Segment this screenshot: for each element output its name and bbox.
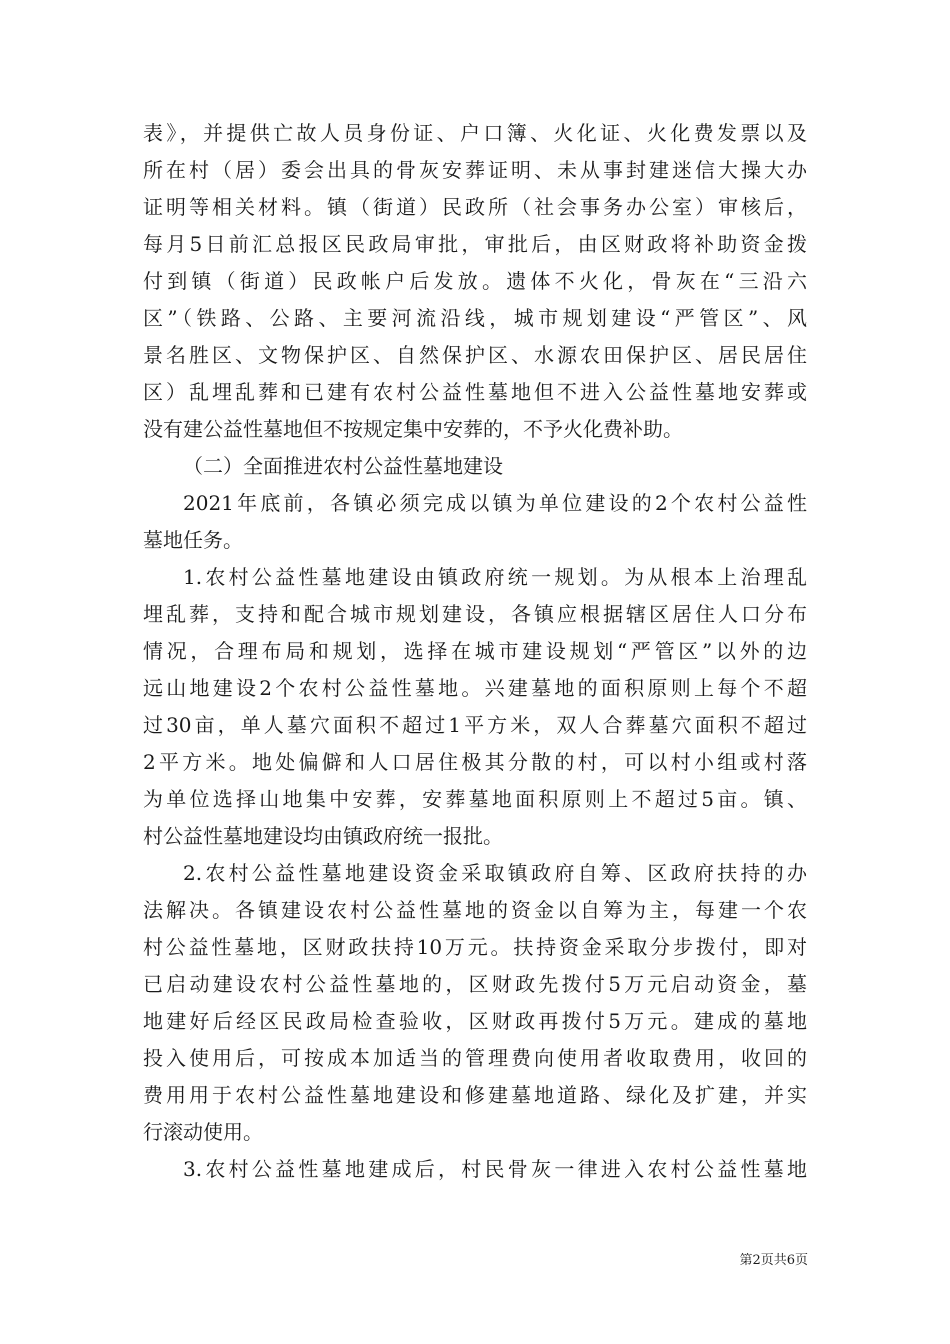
text-line: 情况，合理布局和规划，选择在城市建设规划“严管区”以外的边 (143, 639, 807, 663)
text-line: 景名胜区、文物保护区、自然保护区、水源农田保护区、居民居住 (143, 343, 807, 367)
text-line: 墓地任务。 (143, 528, 243, 552)
text-line: 费用用于农村公益性墓地建设和修建墓地道路、绿化及扩建，并实 (143, 1083, 807, 1107)
text-line: 1.农村公益性墓地建设由镇政府统一规划。为从根本上治理乱 (183, 565, 807, 589)
text-line: 没有建公益性墓地但不按规定集中安葬的，不予火化费补助。 (143, 417, 683, 441)
section-heading-text: （二）全面推进农村公益性墓地建设 (183, 454, 503, 478)
paragraph (143, 1151, 807, 1188)
text-line: 付到镇（街道）民政帐户后发放。遗体不火化，骨灰在“三沿六 (143, 269, 807, 293)
text-line: 过30亩，单人墓穴面积不超过1平方米，双人合葬墓穴面积不超过 (143, 713, 807, 737)
text-line: 区”（铁路、公路、主要河流沿线，城市规划建设“严管区”、风 (143, 306, 807, 330)
text-line: 所在村（居）委会出具的骨灰安葬证明、未从事封建迷信大操大办 (143, 158, 807, 182)
text-line: 埋乱葬，支持和配合城市规划建设，各镇应根据辖区居住人口分布 (143, 602, 807, 626)
text-line: 3.农村公益性墓地建成后，村民骨灰一律进入农村公益性墓地 (183, 1157, 807, 1181)
text-line: 远山地建设2个农村公益性墓地。兴建墓地的面积原则上每个不超 (143, 676, 807, 700)
text-line: 2平方米。地处偏僻和人口居住极其分散的村，可以村小组或村落 (143, 750, 807, 774)
text-line: 村公益性墓地建设均由镇政府统一报批。 (143, 824, 503, 848)
document-body (143, 115, 807, 1188)
paragraph (143, 559, 807, 855)
text-line: 证明等相关材料。镇（街道）民政所（社会事务办公室）审核后， (143, 195, 807, 219)
text-line: 投入使用后，可按成本加适当的管理费向使用者收取费用，收回的 (143, 1046, 807, 1070)
text-line: 表》，并提供亡故人员身份证、户口簿、火化证、火化费发票以及 (143, 121, 807, 145)
text-line: 2.农村公益性墓地建设资金采取镇政府自筹、区政府扶持的办 (183, 861, 807, 885)
paragraph (143, 485, 807, 559)
text-line: 地建好后经区民政局检查验收，区财政再拨付5万元。建成的墓地 (143, 1009, 807, 1033)
text-line: 每月5日前汇总报区民政局审批，审批后，由区财政将补助资金拨 (143, 232, 807, 256)
page-number: 第2页共6页 (739, 1253, 808, 1268)
section-heading (143, 448, 807, 485)
paragraph (143, 115, 807, 448)
text-line: 已启动建设农村公益性墓地的，区财政先拨付5万元启动资金，墓 (143, 972, 807, 996)
text-line: 为单位选择山地集中安葬，安葬墓地面积原则上不超过5亩。镇、 (143, 787, 807, 811)
text-line: 村公益性墓地，区财政扶持10万元。扶持资金采取分步拨付，即对 (143, 935, 807, 959)
text-line: 区）乱埋乱葬和已建有农村公益性墓地但不进入公益性墓地安葬或 (143, 380, 807, 404)
paragraph (143, 855, 807, 1151)
text-line: 法解决。各镇建设农村公益性墓地的资金以自筹为主，每建一个农 (143, 898, 807, 922)
text-line: 2021年底前，各镇必须完成以镇为单位建设的2个农村公益性 (183, 491, 807, 515)
text-line: 行滚动使用。 (143, 1120, 263, 1144)
